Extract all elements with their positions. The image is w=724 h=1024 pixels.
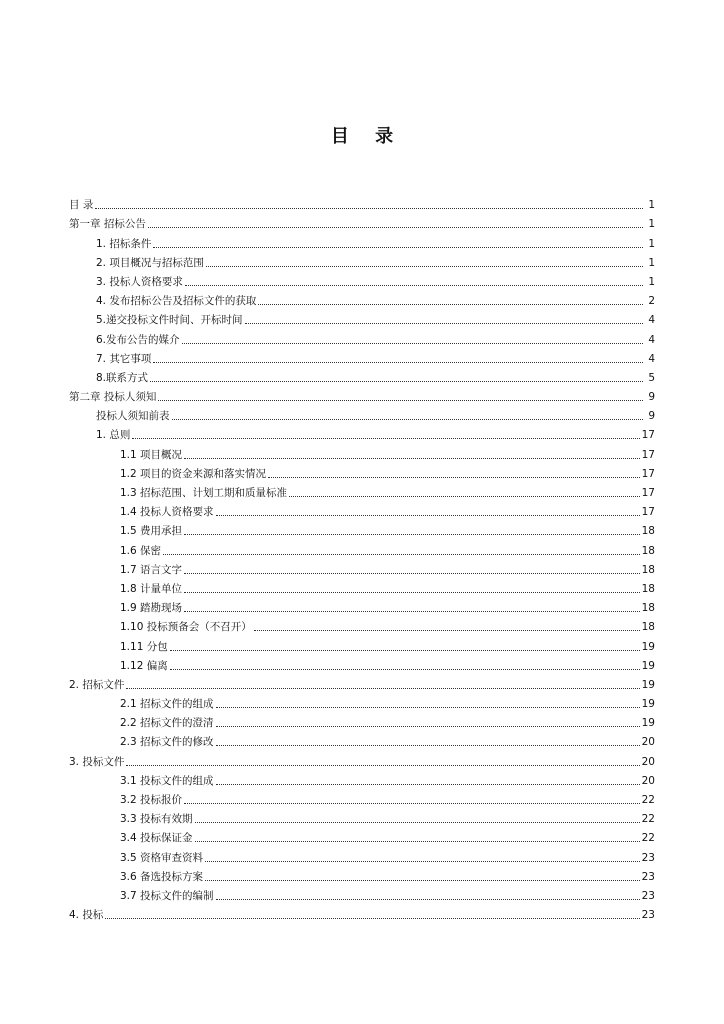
toc-entry-label: 3.1 投标文件的组成: [120, 774, 214, 787]
toc-entry-label: 1.9 踏勘现场: [120, 602, 183, 615]
toc-entry-page-number: 19: [641, 640, 655, 653]
toc-dot-leader: [184, 803, 640, 804]
toc-dot-leader: [158, 400, 643, 401]
toc-entry[interactable]: [69, 270, 655, 289]
toc-dot-leader: [163, 554, 640, 555]
toc-entry-page-number: 9: [648, 391, 655, 404]
toc-entry[interactable]: [69, 231, 655, 250]
toc-entry-label: 1.3 招标范围、计划工期和质量标准: [120, 487, 288, 499]
toc-entry-label: 2.3 招标文件的修改: [120, 736, 214, 749]
toc-entry[interactable]: [69, 826, 655, 845]
toc-entry[interactable]: [69, 749, 655, 768]
toc-entry[interactable]: [69, 730, 655, 749]
toc-entry-label: 3. 投标文件: [69, 755, 125, 768]
toc-entry[interactable]: [69, 654, 655, 673]
toc-entry[interactable]: [69, 308, 655, 327]
toc-entry-label: 3. 投标人资格要求: [96, 275, 183, 288]
toc-entry-label: 1.8 计量单位: [120, 582, 183, 595]
toc-entry-label: 2.1 招标文件的组成: [120, 698, 214, 711]
toc-entry-label: 3.6 备选投标方案: [120, 870, 204, 883]
toc-entry-label: 3.2 投标报价: [120, 794, 183, 806]
toc-entry[interactable]: [69, 500, 655, 519]
toc-entry[interactable]: [69, 385, 655, 404]
toc-entry-page-number: 23: [641, 851, 655, 864]
toc-entry-label: 3.7 投标文件的编制: [120, 889, 214, 902]
toc-entry[interactable]: [69, 558, 655, 577]
toc-entry-label: 3.3 投标有效期: [120, 813, 193, 826]
toc-dot-leader: [150, 381, 643, 382]
toc-dot-leader: [184, 458, 640, 459]
toc-entry[interactable]: [69, 596, 655, 615]
toc-entry-label: 1. 招标条件: [96, 237, 152, 250]
toc-entry-page-number: 22: [641, 832, 655, 845]
toc-entry-label: 1.10 投标预备会（不召开）: [120, 621, 252, 634]
toc-dot-leader: [184, 592, 640, 593]
toc-entry-page-number: 18: [641, 525, 655, 538]
toc-entry-page-number: 1: [648, 218, 655, 231]
toc-dot-leader: [126, 688, 639, 689]
toc-entry[interactable]: [69, 442, 655, 461]
toc-entry[interactable]: [69, 807, 655, 826]
toc-entry[interactable]: [69, 193, 655, 212]
toc-entry-label: 1.12 偏离: [120, 659, 168, 672]
toc-entry-page-number: 19: [641, 678, 655, 691]
toc-entry-label: 4. 投标: [69, 909, 104, 922]
toc-entry[interactable]: [69, 788, 655, 807]
toc-dot-leader: [184, 534, 640, 535]
toc-entry-label: 1.6 保密: [120, 544, 162, 557]
toc-entry[interactable]: [69, 903, 655, 922]
toc-entry-page-number: 2: [648, 295, 655, 308]
toc-entry[interactable]: [69, 404, 655, 423]
toc-entry[interactable]: [69, 884, 655, 903]
toc-entry-page-number: 1: [648, 256, 655, 269]
toc-dot-leader: [126, 765, 639, 766]
toc-dot-leader: [132, 438, 639, 439]
toc-entry-page-number: 23: [641, 870, 655, 883]
toc-dot-leader: [216, 707, 640, 708]
toc-entry-page-number: 4: [648, 314, 655, 327]
toc-entry[interactable]: [69, 769, 655, 788]
toc-entry[interactable]: [69, 577, 655, 596]
toc-entry[interactable]: [69, 251, 655, 270]
toc-dot-leader: [153, 247, 643, 248]
toc-entry-page-number: 9: [648, 410, 655, 423]
toc-dot-leader: [205, 880, 640, 881]
toc-entry-page-number: 18: [641, 621, 655, 634]
toc-entry[interactable]: [69, 673, 655, 692]
toc-entry-page-number: 20: [641, 774, 655, 787]
toc-entry-label: 2. 项目概况与招标范围: [96, 256, 204, 269]
toc-entry[interactable]: [69, 634, 655, 653]
toc-entry[interactable]: [69, 692, 655, 711]
toc-entry-page-number: 22: [641, 794, 655, 806]
toc-entry-label: 3.4 投标保证金: [120, 832, 193, 845]
toc-entry-label: 1.1 项目概况: [120, 448, 183, 461]
toc-entry-label: 1.5 费用承担: [120, 525, 183, 538]
toc-entry-label: 1.7 语言文字: [120, 563, 183, 576]
toc-entry[interactable]: [69, 327, 655, 346]
toc-entry[interactable]: [69, 865, 655, 884]
toc-entry-page-number: 18: [641, 563, 655, 576]
toc-entry[interactable]: [69, 423, 655, 442]
toc-dot-leader: [170, 650, 640, 651]
toc-entry-label: 投标人须知前表: [96, 410, 170, 423]
toc-dot-leader: [195, 822, 640, 823]
toc-entry-page-number: 18: [641, 544, 655, 557]
toc-dot-leader: [185, 285, 643, 286]
toc-entry-page-number: 18: [641, 582, 655, 595]
toc-dot-leader: [172, 419, 644, 420]
toc-entry-page-number: 17: [641, 448, 655, 461]
toc-dot-leader: [206, 266, 643, 267]
toc-entry-page-number: 4: [648, 333, 655, 346]
toc-entry-page-number: 19: [641, 698, 655, 711]
toc-entry-page-number: 1: [648, 237, 655, 250]
toc-entry[interactable]: [69, 711, 655, 730]
toc-dot-leader: [268, 477, 640, 478]
toc-entry[interactable]: [69, 615, 655, 634]
toc-dot-leader: [105, 918, 639, 919]
toc-entry-page-number: 17: [641, 467, 655, 480]
toc-entry[interactable]: [69, 519, 655, 538]
toc-dot-leader: [289, 496, 640, 497]
toc-entry-label: 1.2 项目的资金来源和落实情况: [120, 467, 267, 480]
table-of-contents: [69, 193, 655, 922]
toc-entry[interactable]: [69, 538, 655, 557]
toc-dot-leader: [148, 227, 643, 228]
toc-entry-page-number: 18: [641, 602, 655, 615]
toc-dot-leader: [182, 343, 643, 344]
toc-entry-label: 1.4 投标人资格要求: [120, 506, 214, 519]
toc-dot-leader: [216, 784, 640, 785]
toc-entry-label: 6.发布公告的媒介: [96, 333, 180, 346]
toc-entry-page-number: 20: [641, 755, 655, 768]
toc-entry-page-number: 1: [648, 275, 655, 288]
toc-entry-label: 2.2 招标文件的澄清: [120, 717, 214, 730]
toc-dot-leader: [216, 745, 640, 746]
toc-entry-page-number: 4: [648, 352, 655, 365]
toc-entry-label: 3.5 资格审查资料: [120, 851, 204, 864]
toc-entry-label: 7. 其它事项: [96, 352, 152, 365]
toc-entry-page-number: 19: [641, 717, 655, 730]
toc-dot-leader: [216, 726, 640, 727]
toc-dot-leader: [216, 515, 640, 516]
toc-dot-leader: [245, 323, 643, 324]
toc-entry-label: 2. 招标文件: [69, 678, 125, 691]
toc-entry-label: 8.联系方式: [96, 371, 149, 384]
toc-entry-label: 5.递交投标文件时间、开标时间: [96, 314, 243, 327]
toc-dot-leader: [153, 362, 643, 363]
toc-entry[interactable]: [69, 289, 655, 308]
toc-entry-page-number: 20: [641, 736, 655, 749]
page-title: 目 录: [330, 126, 404, 147]
toc-entry-page-number: 23: [641, 909, 655, 922]
toc-entry-page-number: 22: [641, 813, 655, 826]
toc-entry-page-number: 1: [648, 199, 655, 212]
toc-dot-leader: [254, 630, 640, 631]
toc-entry[interactable]: [69, 212, 655, 231]
toc-entry-page-number: 17: [641, 429, 655, 442]
toc-entry-page-number: 5: [648, 371, 655, 384]
toc-entry-label: 目 录: [69, 199, 94, 212]
toc-entry[interactable]: [69, 462, 655, 481]
toc-entry[interactable]: [69, 347, 655, 366]
toc-entry[interactable]: [69, 366, 655, 385]
toc-dot-leader: [95, 208, 643, 209]
toc-entry-page-number: 17: [641, 506, 655, 519]
toc-dot-leader: [184, 611, 640, 612]
toc-entry-page-number: 17: [641, 487, 655, 499]
toc-dot-leader: [205, 861, 640, 862]
toc-entry-label: 4. 发布招标公告及招标文件的获取: [96, 295, 257, 308]
toc-entry-label: 1. 总则: [96, 429, 131, 442]
toc-dot-leader: [258, 304, 643, 305]
toc-entry[interactable]: [69, 845, 655, 864]
toc-entry-page-number: 19: [641, 659, 655, 672]
toc-dot-leader: [195, 841, 640, 842]
toc-entry-label: 第一章 招标公告: [69, 218, 146, 231]
toc-dot-leader: [216, 899, 640, 900]
toc-entry-label: 第二章 投标人须知: [69, 391, 157, 404]
toc-dot-leader: [184, 573, 640, 574]
toc-entry-page-number: 23: [641, 889, 655, 902]
toc-entry[interactable]: [69, 481, 655, 500]
toc-dot-leader: [170, 669, 640, 670]
toc-entry-label: 1.11 分包: [120, 640, 168, 653]
